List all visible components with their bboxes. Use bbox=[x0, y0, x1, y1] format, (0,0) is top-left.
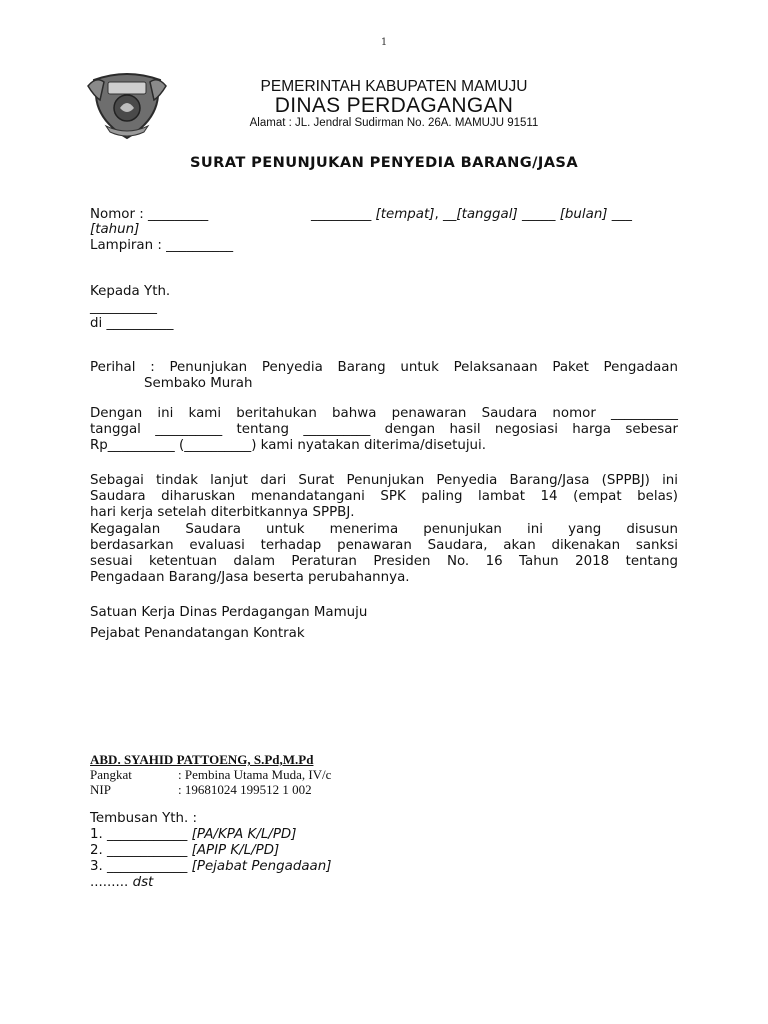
perihal-line-1: Perihal : Penunjukan Penyedia Barang untuk Pelaksanaan Paket Pengadaan bbox=[90, 360, 678, 375]
closing-unit: Satuan Kerja Dinas Perdagangan Mamuju bbox=[90, 605, 368, 620]
place-date-line: _________ [tempat], __[tanggal] _____ [bulan] ___ bbox=[311, 207, 632, 222]
signatory-pangkat-label: Pangkat bbox=[90, 767, 132, 782]
header-government: PEMERINTAH KABUPATEN MAMUJU bbox=[260, 78, 528, 95]
tembusan-item: 3. ____________ [Pejabat Pengadaan] bbox=[90, 859, 332, 874]
signatory-name: ABD. SYAHID PATTOENG, S.Pd,M.Pd bbox=[90, 752, 314, 767]
para3-line-4: Pengadaan Barang/Jasa beserta perubahannya. bbox=[90, 570, 410, 585]
place-date-year: [tahun] bbox=[90, 222, 140, 237]
recipient-salutation: Kepada Yth. bbox=[90, 284, 171, 299]
perihal-line-2: Sembako Murah bbox=[144, 376, 253, 391]
signatory-pangkat-value: : Pembina Utama Muda, IV/c bbox=[178, 767, 332, 782]
tembusan-etc: ......... dst bbox=[90, 875, 154, 890]
para2-line-2: Saudara diharuskan menandatangani SPK paling lambat 14 (empat belas) bbox=[90, 489, 678, 504]
para2-line-3: hari kerja setelah diterbitkannya SPPBJ. bbox=[90, 505, 355, 520]
para1-line-2: tanggal __________ tentang __________ dengan hasil negosiasi harga sebesar bbox=[90, 422, 678, 437]
para3-line-2: berdasarkan evaluasi terhadap penawaran Saudara, akan dikenakan sanksi bbox=[90, 538, 678, 553]
lampiran-field: Lampiran : __________ bbox=[90, 238, 234, 253]
recipient-location: di __________ bbox=[90, 316, 174, 331]
para3-line-3: sesuai ketentuan dalam Peraturan Presiden No. 16 Tahun 2018 tentang bbox=[90, 554, 678, 569]
signatory-nip-value: : 19681024 199512 1 002 bbox=[178, 782, 312, 797]
signatory-nip-label: NIP bbox=[90, 782, 111, 797]
tembusan-heading: Tembusan Yth. : bbox=[90, 811, 198, 826]
para1-line-3: Rp__________ (__________) kami nyatakan diterima/disetujui. bbox=[90, 438, 487, 453]
page-number: 1 bbox=[380, 37, 388, 48]
tembusan-item: 1. ____________ [PA/KPA K/L/PD] bbox=[90, 827, 297, 842]
para3-line-1: Kegagalan Saudara untuk menerima penunjukan ini yang disusun bbox=[90, 522, 678, 537]
para2-line-1: Sebagai tindak lanjut dari Surat Penunjukan Penyedia Barang/Jasa (SPPBJ) ini bbox=[90, 473, 678, 488]
recipient-name-blank: __________ bbox=[90, 300, 157, 315]
para1-line-1: Dengan ini kami beritahukan bahwa penawaran Saudara nomor __________ bbox=[90, 406, 678, 421]
regency-crest-logo bbox=[86, 66, 168, 142]
header-agency: DINAS PERDAGANGAN bbox=[274, 94, 514, 117]
closing-official: Pejabat Penandatangan Kontrak bbox=[90, 626, 305, 641]
header-address: Alamat : JL. Jendral Sudirman No. 26A. MAMUJU 91511 bbox=[249, 117, 539, 129]
nomor-field: Nomor : _________ bbox=[90, 207, 209, 222]
letter-title: SURAT PENUNJUKAN PENYEDIA BARANG/JASA bbox=[189, 154, 579, 171]
tembusan-item: 2. ____________ [APIP K/L/PD] bbox=[90, 843, 280, 858]
